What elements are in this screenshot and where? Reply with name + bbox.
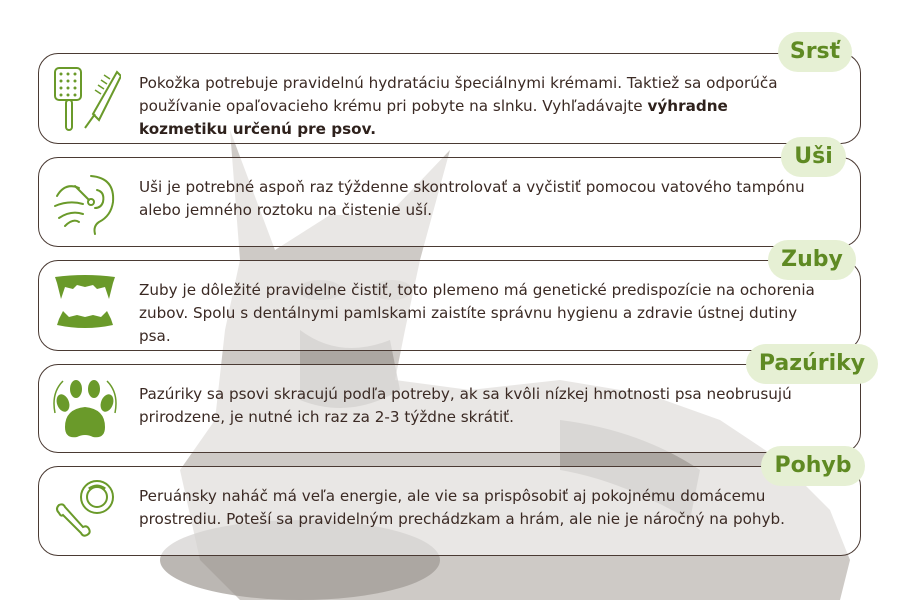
- tag-zuby: Zuby: [768, 240, 856, 280]
- tag-pohyb: Pohyb: [761, 446, 865, 486]
- tag-pazuriky: Pazúriky: [746, 344, 878, 384]
- bone-and-ball-icon: [49, 475, 121, 547]
- card-srst-bold-text: výhradne kozmetiku určenú pre psov.: [139, 97, 728, 138]
- card-zuby-text: Zuby je dôležité pravidelne čistiť, toto plemeno má genetické predispozície na ochorenia zubov. Spolu s dentálnymi pamlskami zaistíte správnu hygienu a zdravie ústnej dutiny psa.: [139, 281, 815, 345]
- card-pazuriky: [38, 364, 861, 453]
- card-usi-text: Uši je potrebné aspoň raz týždenne skontrolovať a vyčistiť pomocou vatového tampónu alebo jemného roztoku na čistenie uší.: [139, 178, 805, 219]
- card-pohyb-text: Peruánsky naháč má veľa energie, ale vie sa prispôsobiť aj pokojnému domácemu prostrediu. Poteší sa pravidelným prechádzkam a hrám, ale nie je náročný na pohyb.: [139, 487, 785, 528]
- paw-icon: [49, 373, 121, 445]
- tag-srst: Srsť: [778, 32, 852, 72]
- tag-usi: Uši: [781, 137, 846, 177]
- card-srst-text: Pokožka potrebuje pravidelnú hydratáciu špeciálnymi krémami. Taktiež sa odporúča používanie opaľovacieho krému pri pobyte na slnku. Vyhľadávajte výhradne kozmetiku určenú pre psov.: [139, 74, 778, 138]
- grooming-brush-comb-icon: [49, 62, 121, 134]
- card-usi: [38, 157, 861, 247]
- card-srst: [38, 53, 861, 144]
- card-zuby: [38, 260, 861, 351]
- card-pazuriky-text: Pazúriky sa psovi skracujú podľa potreby, ak sa kvôli nízkej hmotnosti psa neobrusujú prirodzene, je nutné ich raz za 2-3 týždne skrátiť.: [139, 385, 792, 426]
- ear-cleaning-icon: [49, 166, 121, 238]
- teeth-icon: [49, 269, 121, 341]
- card-pohyb: [38, 466, 861, 556]
